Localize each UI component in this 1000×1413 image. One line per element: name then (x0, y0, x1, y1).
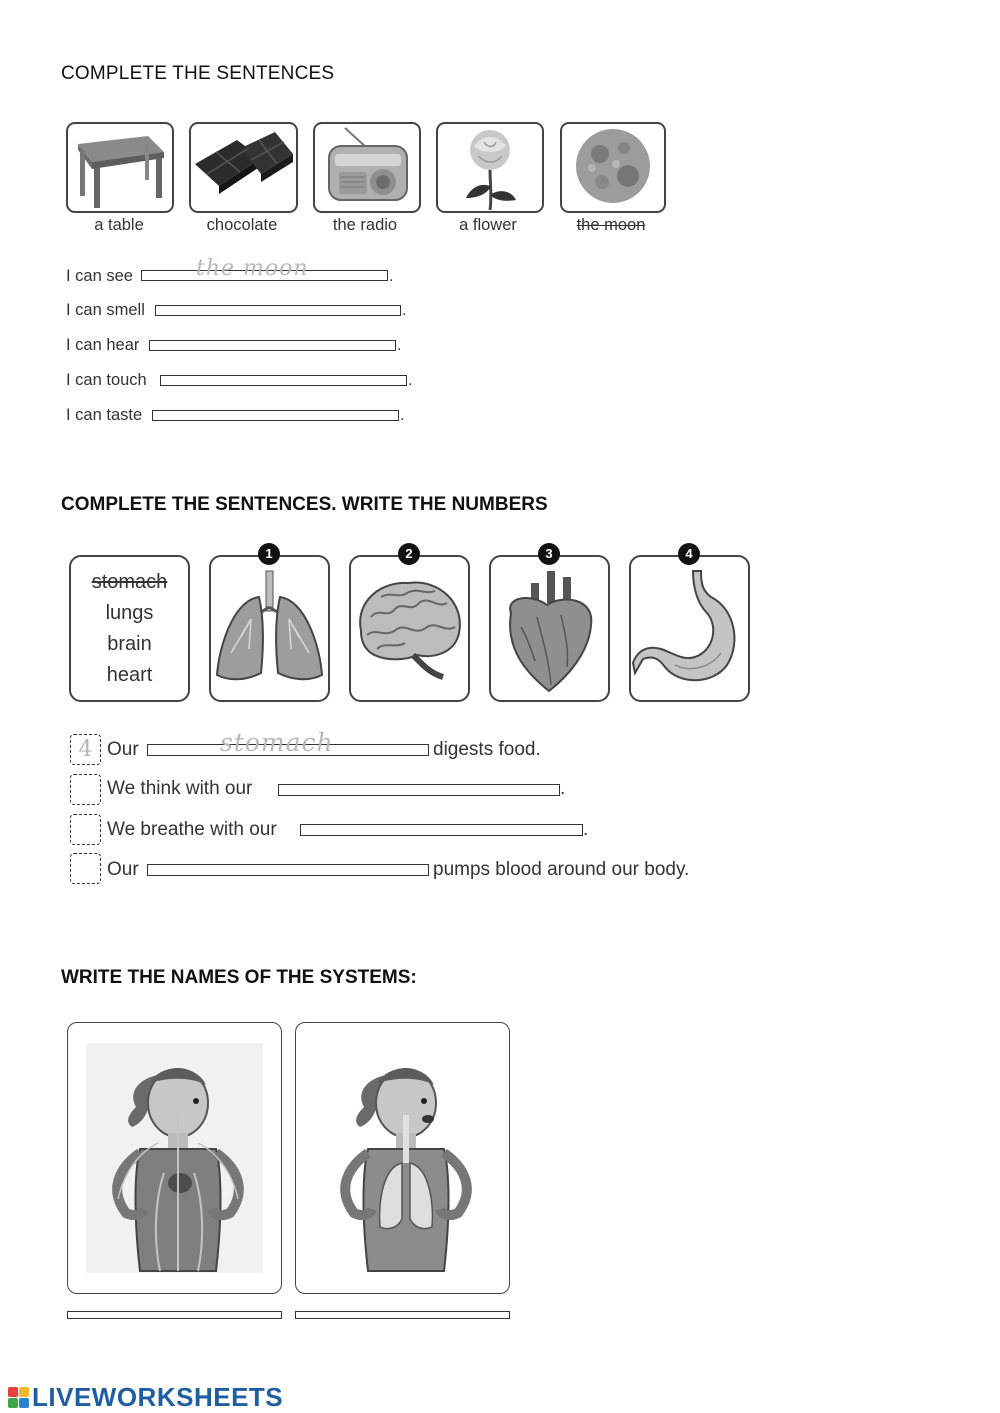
chocolate-icon (191, 124, 296, 211)
system-card-circulatory (67, 1022, 282, 1294)
liveworksheets-logo (8, 1382, 283, 1413)
think-answer-field[interactable] (278, 784, 560, 796)
see-period: . (389, 268, 394, 285)
number-answer-box[interactable]: 4 (70, 734, 101, 765)
organ-card-lungs (209, 555, 330, 702)
hear-answer-field[interactable] (149, 340, 396, 351)
hear-period: . (397, 337, 402, 354)
caption-chocolate: chocolate (206, 216, 278, 234)
pump-answer-field[interactable] (147, 864, 429, 876)
logo-blocks-icon (8, 1387, 29, 1408)
system-name-field-1[interactable] (67, 1311, 282, 1319)
caption-radio: the radio (332, 216, 398, 234)
respiratory-system-figure-icon (296, 1023, 509, 1293)
table-icon (68, 124, 172, 211)
smell-answer-field[interactable] (155, 305, 401, 316)
number-answer-box[interactable] (70, 774, 101, 805)
sentence-hear-label: I can hear (66, 336, 140, 354)
word-bank (69, 555, 190, 702)
picture-card-table (66, 122, 174, 213)
caption-table: a table (94, 216, 144, 234)
sentence-think-before: We think with our (107, 778, 253, 799)
touch-period: . (408, 372, 413, 389)
moon-icon (562, 124, 664, 211)
section-title-senses: COMPLETE THE SENTENCES (61, 63, 335, 84)
touch-answer-field[interactable] (160, 375, 407, 386)
sentence-pump-before: Our (107, 859, 139, 880)
section-title-systems: WRITE THE NAMES OF THE SYSTEMS: (61, 967, 417, 988)
sentence-touch-label: I can touch (66, 371, 147, 389)
picture-card-flower (436, 122, 544, 213)
sentence-pump-after: pumps blood around our body. (433, 859, 690, 880)
see-answer-text: the moon (196, 256, 309, 281)
lungs-icon (211, 557, 328, 700)
breathe-answer-field[interactable] (300, 824, 583, 836)
sentence-digest-after: digests food. (433, 739, 541, 760)
stomach-icon (631, 557, 748, 700)
sentence-see-label: I can see (66, 267, 133, 285)
organ-number-badge: 3 (538, 543, 560, 565)
sentence-taste-label: I can taste (66, 406, 143, 424)
system-card-respiratory (295, 1022, 510, 1294)
picture-card-radio (313, 122, 421, 213)
word-bank-item-used: stomach (91, 571, 168, 593)
sentence-think-after: . (560, 778, 566, 799)
smell-period: . (402, 302, 407, 319)
logo-text: LIVEWORKSHEETS (32, 1382, 284, 1412)
digest-answer-text: stomach (220, 728, 334, 757)
sentence-breathe-before: We breathe with our (107, 819, 277, 840)
section-title-organs: COMPLETE THE SENTENCES. WRITE THE NUMBERS (61, 494, 548, 515)
flower-icon (438, 124, 542, 211)
picture-card-chocolate (189, 122, 298, 213)
organ-number-badge: 2 (398, 543, 420, 565)
brain-icon (351, 557, 468, 700)
organ-card-brain (349, 555, 470, 702)
number-answer-box[interactable] (70, 853, 101, 884)
organ-card-heart (489, 555, 610, 702)
organ-number-badge: 4 (678, 543, 700, 565)
heart-icon (491, 557, 608, 700)
organ-number-badge: 1 (258, 543, 280, 565)
taste-period: . (400, 407, 405, 424)
sentence-digest-before: Our (107, 739, 139, 760)
word-bank-item: heart (106, 664, 153, 686)
radio-icon (315, 124, 419, 211)
circulatory-system-figure-icon (68, 1023, 281, 1293)
taste-answer-field[interactable] (152, 410, 399, 421)
sentence-breathe-after: . (583, 819, 589, 840)
word-bank-item: lungs (105, 602, 154, 624)
system-name-field-2[interactable] (295, 1311, 510, 1319)
caption-flower: a flower (459, 216, 517, 234)
sentence-smell-label: I can smell (66, 301, 145, 319)
caption-moon-used: the moon (576, 216, 646, 234)
number-answer-box[interactable] (70, 814, 101, 845)
word-bank-item: brain (107, 633, 152, 655)
picture-card-moon (560, 122, 666, 213)
organ-card-stomach (629, 555, 750, 702)
